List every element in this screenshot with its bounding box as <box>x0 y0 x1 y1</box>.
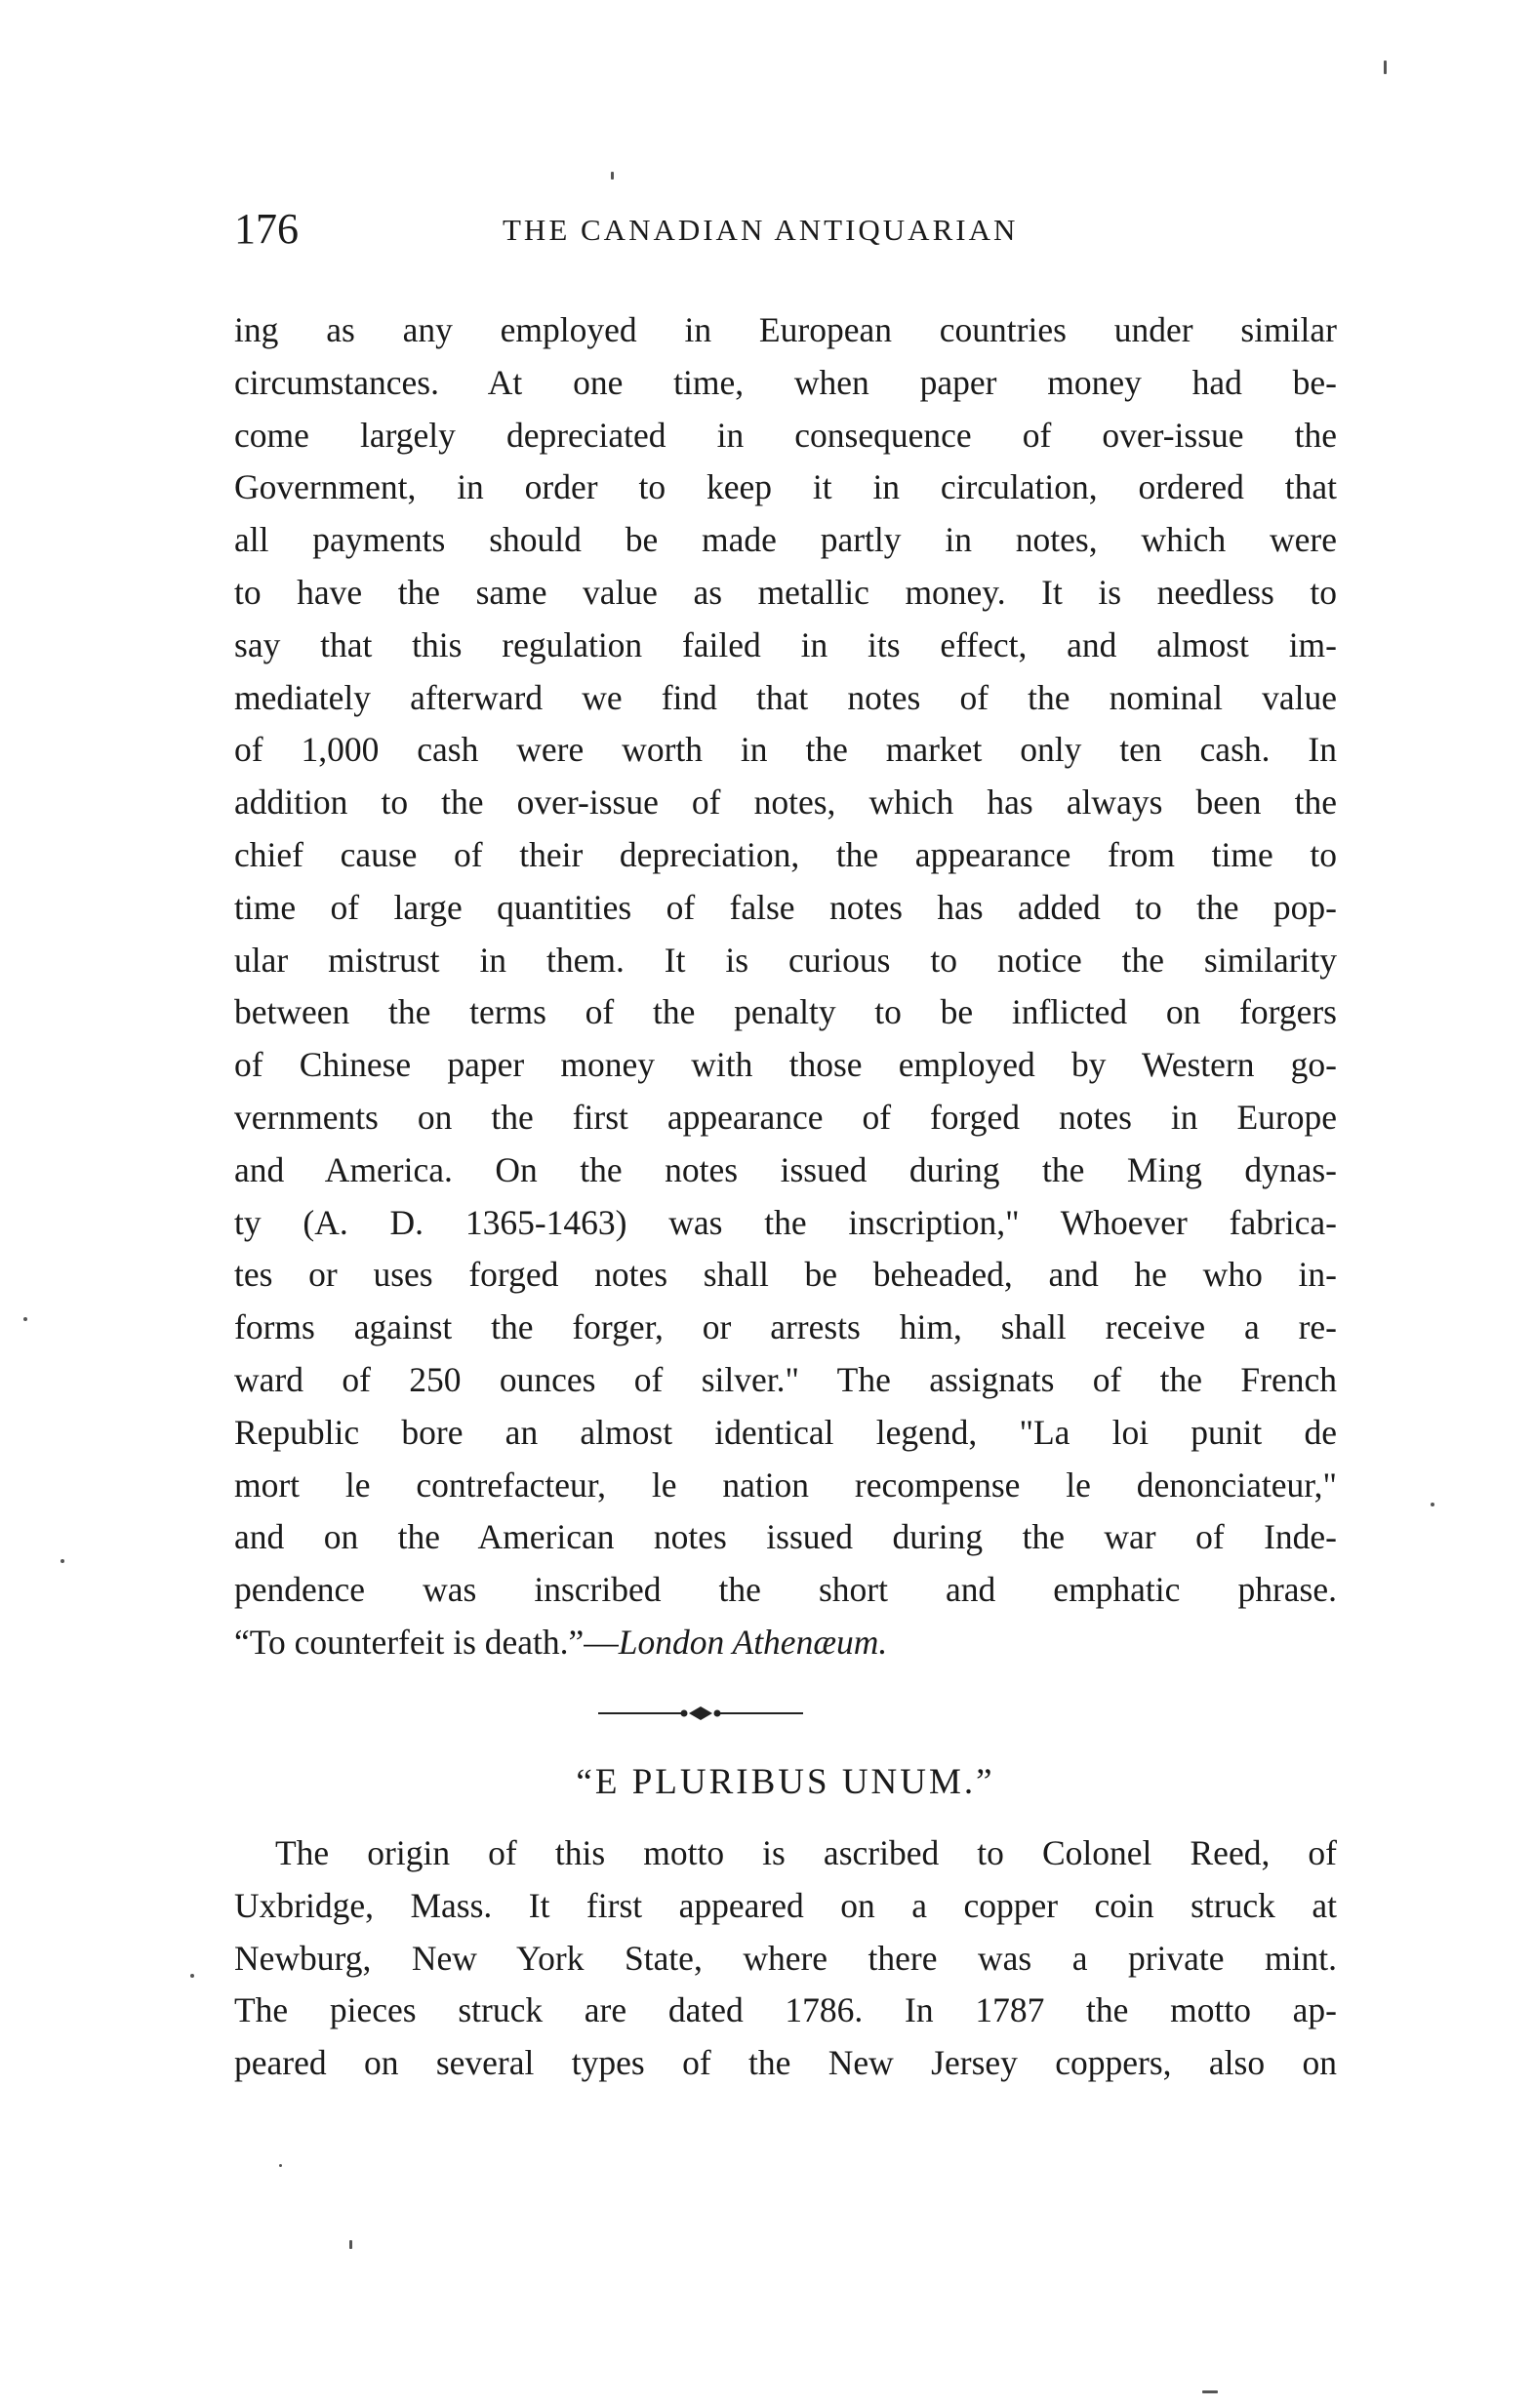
scan-speck <box>1384 60 1387 74</box>
text-line: say that this regulation failed in its effect, and almost im- <box>234 624 1337 664</box>
text-line: The pieces struck are dated 1786. In 1787 the motto ap- <box>234 1990 1337 2030</box>
text-line: chief cause of their depreciation, the appearance from time to <box>234 834 1337 874</box>
text-line: vernments on the first appearance of forged notes in Europe <box>234 1097 1337 1137</box>
text-line: circumstances. At one time, when paper money had be- <box>234 362 1337 402</box>
section-divider-ornament <box>598 1702 803 1725</box>
section-heading: “E PLURIBUS UNUM.” <box>576 1762 995 1802</box>
text-line: Uxbridge, Mass. It first appeared on a copper coin struck at <box>234 1885 1337 1925</box>
text-line: of 1,000 cash were worth in the market only ten cash. In <box>234 730 1337 770</box>
scan-speck <box>611 172 614 180</box>
text-line: and America. On the notes issued during the Ming dynas- <box>234 1149 1337 1189</box>
scan-speck <box>23 1317 27 1321</box>
text-line: The origin of this motto is ascribed to Colonel Reed, of <box>275 1833 1337 1872</box>
text-line: peared on several types of the New Jersey coppers, also on <box>234 2043 1337 2083</box>
text-line: and on the American notes issued during the war of Inde- <box>234 1517 1337 1557</box>
text-line: pendence was inscribed the short and emphatic phrase. <box>234 1570 1337 1610</box>
text-line: Newburg, New York State, where there was a private mint. <box>234 1938 1337 1978</box>
text-line: addition to the over-issue of notes, which has always been the <box>234 783 1337 823</box>
text-line: come largely depreciated in consequence of over-issue the <box>234 415 1337 455</box>
text-line: mediately afterward we find that notes of the nominal value <box>234 677 1337 717</box>
text-line: to have the same value as metallic money. It is needless to <box>234 572 1337 612</box>
text-line: tes or uses forged notes shall be beheaded, and he who in- <box>234 1255 1337 1295</box>
text-line: ular mistrust in them. It is curious to notice the similarity <box>234 940 1337 980</box>
text-line: ward of 250 ounces of silver." The assignats of the French <box>234 1359 1337 1399</box>
scan-speck <box>1431 1503 1434 1506</box>
scan-speck <box>190 1974 194 1978</box>
paragraph-motto-origin <box>234 1827 1337 2090</box>
scan-speck <box>61 1559 64 1563</box>
text-line: mort le contrefacteur, le nation recompense le denonciateur," <box>234 1465 1337 1505</box>
text-line-final <box>234 1617 1337 1669</box>
source-attribution: London Athenæum. <box>618 1622 888 1662</box>
paragraph-paper-money <box>234 304 1337 1669</box>
text-line: forms against the forger, or arrests him, shall receive a re- <box>234 1307 1337 1347</box>
page-number: 176 <box>234 205 299 253</box>
text-line: Government, in order to keep it in circulation, ordered that <box>234 467 1337 507</box>
text-line: ing as any employed in European countries under similar <box>234 310 1337 349</box>
scan-speck <box>1202 2390 1218 2393</box>
text-line: ty (A. D. 1365-1463) was the inscription," Whoever fabrica- <box>234 1202 1337 1242</box>
text-line: time of large quantities of false notes has added to the pop- <box>234 887 1337 927</box>
closing-quote: “To counterfeit is death.”— <box>234 1622 619 1662</box>
text-line: of Chinese paper money with those employed by Western go- <box>234 1045 1337 1085</box>
scan-speck <box>349 2240 352 2249</box>
text-line: Republic bore an almost identical legend, "La loi punit de <box>234 1412 1337 1452</box>
text-line: between the terms of the penalty to be inflicted on forgers <box>234 992 1337 1032</box>
running-head <box>234 200 1337 259</box>
scan-speck <box>279 2164 282 2167</box>
text-line: all payments should be made partly in notes, which were <box>234 520 1337 560</box>
journal-title: THE CANADIAN ANTIQUARIAN <box>503 213 1019 247</box>
